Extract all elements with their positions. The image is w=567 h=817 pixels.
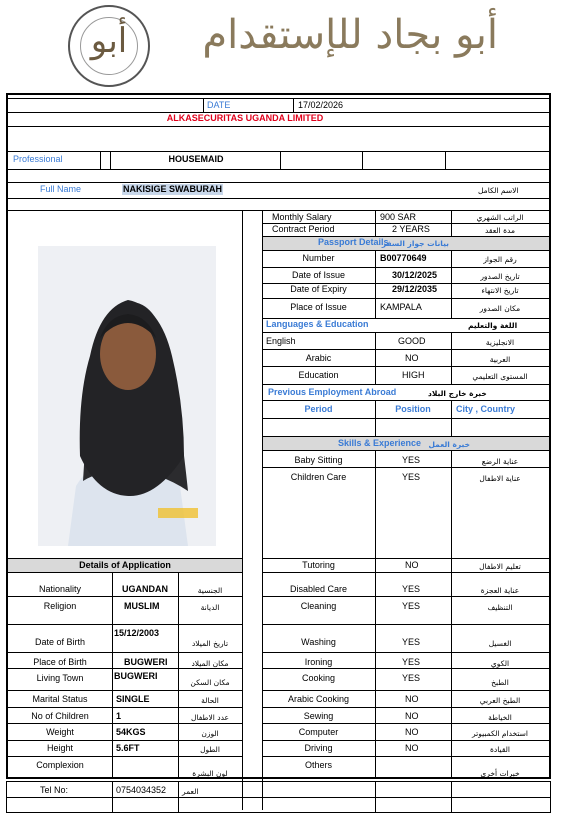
skill-row-label: Ironing bbox=[304, 657, 333, 667]
skills-title-ar: خبرة العمل bbox=[428, 440, 470, 449]
skill-row-ar: عناية العجزة bbox=[480, 586, 520, 595]
language-row-label: English bbox=[266, 336, 296, 346]
tel-value: 0754034352 bbox=[116, 785, 167, 795]
salary-ar: الراتب الشهري bbox=[476, 213, 524, 222]
passport-title: Passport Details bbox=[318, 237, 389, 247]
skill-row-ar: الكوي bbox=[490, 659, 510, 668]
fullname-label: Full Name bbox=[40, 184, 82, 194]
skill-row-ar: عناية الرضع bbox=[481, 457, 519, 466]
application-row-label: Complexion bbox=[36, 760, 84, 770]
employment-position-header: Position bbox=[395, 404, 431, 414]
application-row-label: Height bbox=[46, 743, 73, 753]
skill-row-value: NO bbox=[405, 560, 419, 570]
application-row-label: Marital Status bbox=[32, 694, 88, 704]
application-row-label: Weight bbox=[46, 727, 74, 737]
application-row-label: Nationality bbox=[38, 584, 82, 594]
application-row-value: 1 bbox=[116, 711, 122, 721]
skill-row-label: Arabic Cooking bbox=[287, 694, 350, 704]
skill-row-value: YES bbox=[402, 455, 421, 465]
application-row-ar: تاريخ الميلاد bbox=[191, 639, 229, 648]
skill-row-label: Computer bbox=[298, 727, 339, 737]
skills-title: Skills & Experience bbox=[338, 438, 422, 448]
profession-label: Professional bbox=[13, 154, 63, 164]
application-row-ar: عدد الاطفال bbox=[191, 713, 229, 722]
language-row-label: Education bbox=[298, 370, 339, 380]
language-row-value: HIGH bbox=[402, 370, 425, 380]
passport-row-ar: تاريخ الصدور bbox=[480, 272, 520, 281]
skill-row-value: NO bbox=[405, 727, 419, 737]
languages-title-ar: اللغة والتعليم bbox=[468, 321, 518, 330]
language-row-value: GOOD bbox=[398, 336, 426, 346]
skill-row-ar: عناية الاطفال bbox=[479, 474, 521, 483]
passport-title-ar: بيانات جواز السفر bbox=[381, 239, 449, 248]
date-label: DATE bbox=[207, 100, 231, 110]
skill-row-ar: القيادة bbox=[490, 745, 510, 754]
skill-row-label: Sewing bbox=[303, 711, 334, 721]
passport-row-label: Date of Issue bbox=[291, 270, 346, 280]
applicant-photo bbox=[38, 246, 216, 546]
skill-row-ar: الخياطة bbox=[488, 713, 512, 722]
skill-row-label: Baby Sitting bbox=[294, 455, 343, 465]
skill-row-ar: الغسيل bbox=[488, 639, 512, 648]
contract-label: Contract Period bbox=[272, 224, 335, 234]
employment-country-header: City , Country bbox=[456, 404, 516, 414]
skill-row-value: YES bbox=[402, 637, 421, 647]
skill-row-label: Washing bbox=[301, 637, 336, 647]
application-row-label: Place of Birth bbox=[33, 657, 87, 667]
skill-row-value: NO bbox=[405, 711, 419, 721]
company-name: ALKASECURITAS UGANDA LIMITED bbox=[166, 113, 324, 123]
language-row-ar: الانجليزية bbox=[485, 338, 515, 347]
language-row-ar: العربية bbox=[489, 355, 511, 364]
tel-label: Tel No: bbox=[40, 785, 69, 795]
application-row-value: SINGLE bbox=[116, 694, 150, 704]
application-row-ar: الطول bbox=[200, 745, 220, 754]
skill-row-value: NO bbox=[405, 694, 419, 704]
passport-row-ar: تاريخ الانتهاء bbox=[481, 286, 519, 295]
skill-row-ar: الطبخ bbox=[491, 678, 509, 687]
language-row-value: NO bbox=[405, 353, 419, 363]
application-row-value: 15/12/2003 bbox=[114, 628, 160, 638]
application-row-value: BUGWERI bbox=[124, 657, 168, 667]
contract-value: 2 YEARS bbox=[392, 224, 430, 234]
fullname-value: NAKISIGE SWABURAH bbox=[123, 184, 223, 194]
application-row-ar: مكان السكن bbox=[190, 678, 230, 687]
passport-row-value: B00770649 bbox=[380, 253, 427, 263]
skill-row-label: Cooking bbox=[301, 673, 336, 683]
skill-row-label: Disabled Care bbox=[289, 584, 348, 594]
salary-label: Monthly Salary bbox=[272, 212, 332, 222]
skill-row-ar: التنظيف bbox=[487, 603, 513, 612]
skill-row-value: NO bbox=[405, 743, 419, 753]
language-row-ar: المستوى التعليمي bbox=[472, 372, 528, 381]
skill-row-label: Driving bbox=[304, 743, 333, 753]
application-row-ar: لون البشرة bbox=[192, 769, 228, 778]
skill-row-ar: استخدام الكمبيوتر bbox=[472, 729, 528, 738]
skill-row-ar: خبرات أخرى bbox=[480, 769, 520, 778]
skill-row-value: YES bbox=[402, 584, 421, 594]
application-row-label: No of Children bbox=[31, 711, 89, 721]
employment-title: Previous Employment Abroad bbox=[268, 387, 397, 397]
brand-name: أبو بجاد للإستقدام bbox=[202, 12, 498, 58]
skill-row-ar: الطبخ العربي bbox=[479, 696, 521, 705]
application-row-label: Date of Birth bbox=[34, 637, 86, 647]
passport-row-ar: رقم الجواز bbox=[483, 255, 517, 264]
letterhead bbox=[0, 0, 567, 92]
skill-row-label: Cleaning bbox=[300, 601, 337, 611]
application-row-value: UGANDAN bbox=[122, 584, 168, 594]
company-logo bbox=[68, 5, 150, 87]
application-row-label: Religion bbox=[43, 601, 77, 611]
skill-row-label: Children Care bbox=[290, 472, 347, 482]
salary-value: 900 SAR bbox=[380, 212, 417, 222]
application-row-ar: مكان الميلاد bbox=[191, 659, 229, 668]
application-row-value: 54KGS bbox=[116, 727, 146, 737]
skill-row-value: YES bbox=[402, 472, 421, 482]
passport-row-value: 30/12/2025 bbox=[392, 270, 438, 280]
languages-title: Languages & Education bbox=[266, 319, 369, 329]
application-row-ar: الحالة bbox=[201, 696, 219, 705]
application-row-ar: الوزن bbox=[201, 729, 219, 738]
passport-row-label: Number bbox=[302, 253, 335, 263]
profession-value: HOUSEMAID bbox=[168, 154, 224, 164]
fullname-ar: الاسم الكامل bbox=[478, 186, 519, 195]
passport-row-value: 29/12/2035 bbox=[392, 284, 438, 294]
language-row-label: Arabic bbox=[305, 353, 332, 363]
application-title: Details of Application bbox=[79, 560, 171, 570]
application-row-ar: الديانة bbox=[200, 603, 220, 612]
date-value: 17/02/2026 bbox=[298, 100, 344, 110]
skill-row-label: Others bbox=[304, 760, 332, 770]
application-row-value: MUSLIM bbox=[124, 601, 160, 611]
application-row-label: Living Town bbox=[36, 673, 84, 683]
skill-row-value: YES bbox=[402, 673, 421, 683]
passport-row-label: Date of Expiry bbox=[290, 284, 347, 294]
skill-row-value: YES bbox=[402, 657, 421, 667]
skill-row-value: YES bbox=[402, 601, 421, 611]
contract-ar: مدة العقد bbox=[485, 226, 515, 235]
application-row-value: 5.6FT bbox=[116, 743, 140, 753]
logo-calligraphy: ﺃﺑﻮ bbox=[90, 21, 128, 61]
passport-row-label: Place of Issue bbox=[290, 302, 347, 312]
passport-row-ar: مكان الصدور bbox=[479, 304, 521, 313]
tel-ar: العمر bbox=[182, 787, 199, 796]
skill-row-ar: تعليم الاطفال bbox=[479, 562, 521, 571]
passport-row-value: KAMPALA bbox=[380, 302, 422, 312]
employment-period-header: Period bbox=[304, 404, 333, 414]
employment-title-ar: خبرة خارج البلاد bbox=[428, 389, 487, 398]
application-row-value: BUGWERI bbox=[114, 671, 158, 681]
skill-row-label: Tutoring bbox=[302, 560, 335, 570]
application-row-ar: الجنسية bbox=[197, 586, 223, 595]
